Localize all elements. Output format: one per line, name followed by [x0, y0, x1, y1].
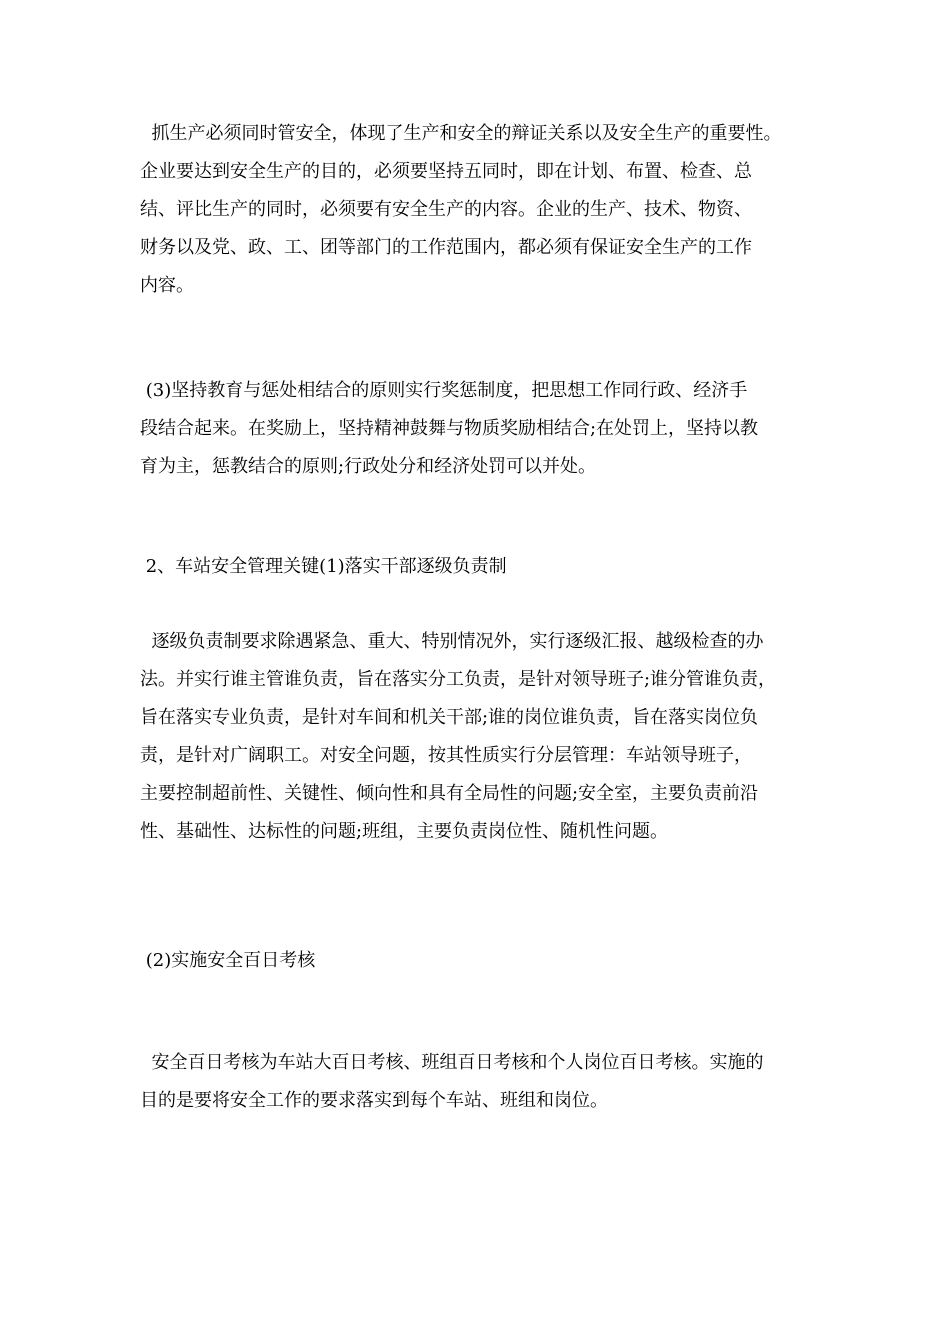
text-line: 育为主，惩教结合的原则;行政处分和经济处罚可以并处。 — [140, 456, 597, 477]
text-line: 逐级负责制要求除遇紧急、重大、特别情况外，实行逐级汇报、越级检查的办 — [140, 631, 764, 652]
text-line: 责，是针对广阔职工。对安全问题，按其性质实行分层管理：车站领导班子， — [140, 745, 752, 766]
heading-line: 2、车站安全管理关键(1)落实干部逐级负责制 — [140, 556, 507, 577]
text-line: 法。并实行谁主管谁负责，旨在落实分工负责，是针对领导班子;谁分管谁负责， — [140, 669, 777, 690]
section-heading-station-safety — [140, 548, 820, 586]
text-line: 安全百日考核为车站大百日考核、班组百日考核和个人岗位百日考核。实施的 — [140, 1052, 764, 1073]
text-line: 结、评比生产的同时，必须要有安全生产的内容。企业的生产、技术、物资、 — [140, 199, 752, 220]
text-line: 财务以及党、政、工、团等部门的工作范围内，都必须有保证安全生产的工作 — [140, 237, 752, 258]
text-line: 抓生产必须同时管安全，体现了生产和安全的辩证关系以及安全生产的重要性。 — [140, 123, 782, 144]
paragraph-reward-punishment — [140, 372, 820, 486]
text-line: 目的是要将安全工作的要求落实到每个车站、班组和岗位。 — [140, 1090, 608, 1111]
heading-line: (2)实施安全百日考核 — [140, 950, 316, 971]
text-line: (3)坚持教育与惩处相结合的原则实行奖惩制度，把思想工作同行政、经济手 — [140, 380, 748, 401]
paragraph-level-responsibility — [140, 623, 820, 851]
text-line: 内容。 — [140, 275, 194, 296]
text-line: 段结合起来。在奖励上，坚持精神鼓舞与物质奖励相结合;在处罚上，坚持以教 — [140, 418, 759, 439]
section-heading-hundred-days — [140, 942, 820, 980]
text-line: 性、基础性、达标性的问题;班组，主要负责岗位性、随机性问题。 — [140, 821, 669, 842]
paragraph-hundred-day-assessment — [140, 1044, 820, 1120]
paragraph-safety-production — [140, 115, 820, 305]
text-line: 主要控制超前性、关键性、倾向性和具有全局性的问题;安全室，主要负责前沿 — [140, 783, 759, 804]
text-line: 企业要达到安全生产的目的，必须要坚持五同时，即在计划、布置、检查、总 — [140, 161, 752, 182]
text-line: 旨在落实专业负责，是针对车间和机关干部;谁的岗位谁负责，旨在落实岗位负 — [140, 707, 759, 728]
